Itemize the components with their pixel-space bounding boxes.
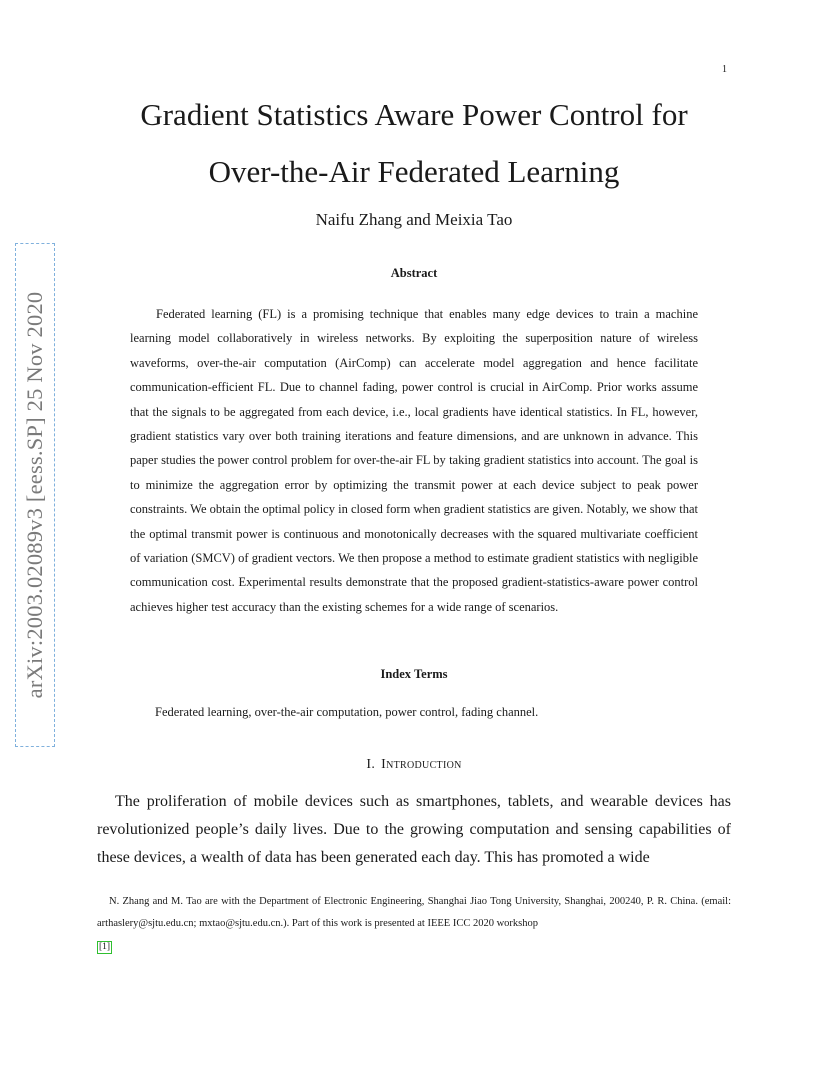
introduction-text: The proliferation of mobile devices such as smartphones, tablets, and wearable devices has revolutionized people’s daily lives. Due to the growing computation and sensing capabilities of these devices, a wealth of data has been generated each day. This has promoted a wide [97,793,731,867]
author-footnote [97,891,731,958]
introduction-section-title: Introduction [381,757,462,772]
author-footnote-text: N. Zhang and M. Tao are with the Department of Electronic Engineering, Shanghai Jiao Tong University, Shanghai, 200240, P. R. China. (email: arthaslery@sjtu.edu.cn; mxtao@sjtu.edu.cn.). Part of this work is presented at IEEE ICC 2020 workshop [97,896,731,930]
paper-authors: Naifu Zhang and Meixia Tao [315,210,513,229]
introduction-section-number: I. [366,757,376,772]
page-number: 1 [722,64,727,75]
abstract-heading: Abstract [390,266,438,280]
index-terms-heading: Index Terms [380,667,448,681]
introduction-heading [80,757,748,773]
arxiv-identifier-text: arXiv:2003.02089v3 [eess.SP] 25 Nov 2020 [22,291,47,699]
paper-title-line-2: Over-the-Air Federated Learning [208,154,620,189]
paper-title-line-1: Gradient Statistics Aware Power Control for [140,97,688,132]
index-terms-text: Federated learning, over-the-air computation, power control, fading channel. [155,705,539,719]
abstract-text: Federated learning (FL) is a promising technique that enables many edge devices to train a machine learning model collaboratively in wireless networks. By exploiting the superposition nature of wireless waveforms, over-the-air computation (AirComp) can accelerate model aggregation and hence facilitate communication-efficient FL. Due to channel fading, power control is crucial in AirComp. Prior works assume that the signals to be aggregated from each device, i.e., local gradients have identical statistics. In FL, however, gradient statistics vary over both training iterations and feature dimensions, and are unknown in advance. This paper studies the power control problem for over-the-air FL by taking gradient statistics into account. The goal is to minimize the aggregation error by optimizing the transmit power at each device subject to peak power constraints. We obtain the optimal policy in closed form when gradient statistics are given. Notably, we show that the optimal transmit power is continuous and monotonically decreases with the squared multivariate coefficient of variation (SMCV) of gradient vectors. We then propose a method to estimate gradient statistics with negligible communication cost. Experimental results demonstrate that the proposed gradient-statistics-aware power control achieves higher test accuracy than the existing schemes for a wide range of scenarios. [130,307,698,614]
citation-link[interactable]: [1] [99,941,111,952]
paper-title [80,86,748,200]
arxiv-identifier-stamp[interactable] [15,243,55,747]
